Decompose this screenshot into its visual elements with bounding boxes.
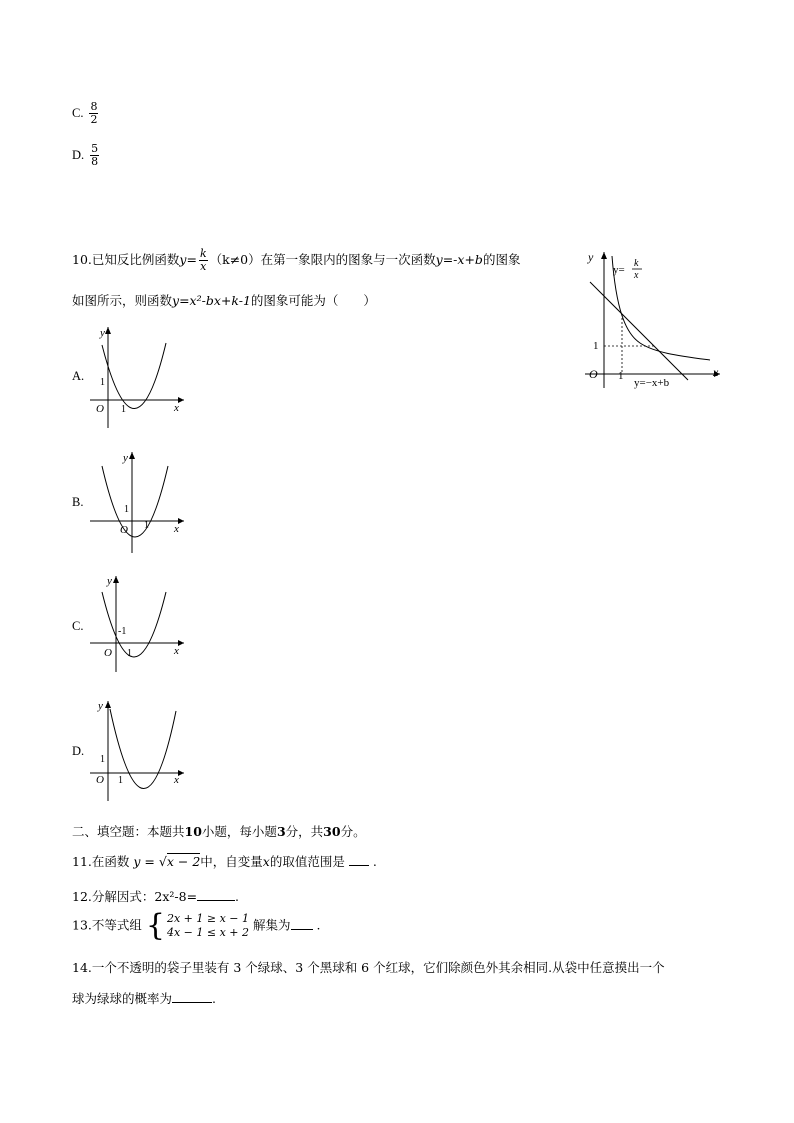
origin-label: O [96,403,104,415]
section-text: 二、填空题：本题共 [72,824,185,839]
line-label: y=−x+b [634,377,670,389]
q10-text: 如图所示，则函数 [72,293,173,308]
q14-line1 [72,958,665,976]
tick-label-x: 1 [127,648,132,659]
tick-label-x: 1 [144,520,149,531]
q11-text: 的取值范围是 [269,854,345,869]
option-a-graph[interactable] [88,323,188,431]
tick-label-y: 1 [124,504,129,515]
answer-blank[interactable] [197,888,235,901]
axis-label-x: x [174,523,179,535]
brace: { [145,908,165,943]
sqrt-sign: √ [158,854,167,869]
section-text: 分，共 [285,824,324,839]
answer-blank[interactable] [172,990,212,1003]
option-c-prev [72,101,100,126]
axis-label-y: y [123,452,128,464]
option-c-label: C. [72,619,84,633]
section-text: 分。 [340,824,366,839]
denominator: 2 [90,113,98,126]
axis-label-y: y [100,327,105,339]
y-axis-arrow [129,452,135,459]
denominator: 8 [91,155,99,168]
q10-text: （k≠0）在第一象限内的图象与一次函数 [209,252,436,267]
option-b-label: B. [72,495,84,509]
y-axis-arrow [105,701,111,708]
q10-text: 已知反比例函数 [91,252,180,267]
inequality-system [145,908,250,943]
tick-label-y: -1 [118,626,127,637]
answer-blank[interactable] [291,917,313,930]
option-d-prev [72,143,101,168]
q11 [72,852,377,870]
axis-label-y: y [107,575,112,587]
section-2-heading [72,822,366,840]
curve-label: y= [613,264,625,276]
q12 [72,887,239,905]
q10-line1 [72,248,520,273]
inequality-1: 2x + 1 ≥ x − 1 [166,912,250,925]
x-axis-arrow [178,518,184,524]
axis-label-x: x [174,774,179,786]
option-c-graph[interactable] [88,572,188,680]
origin-label: O [96,774,104,786]
y-axis-arrow [601,252,607,259]
q13 [72,908,321,943]
axis-label-y: y [588,250,594,264]
option-b-graph[interactable] [88,448,188,556]
numerator: 5 [91,142,99,155]
inequality-2: 4x − 1 ≤ x + 2 [166,926,250,939]
option-a-label: A. [72,369,85,383]
formula: y=-x+b [435,252,483,267]
tick-label-y: 1 [100,754,105,765]
q14-text: 球为绿球的概率为 [72,991,173,1006]
linear-line [590,282,688,380]
x-axis-arrow [178,770,184,776]
formula: y = [133,854,155,869]
radicand: x − 2 [166,854,201,869]
numerator: 8 [90,100,98,113]
axis-label-x: x [174,402,179,414]
origin-label: O [104,647,112,659]
section-text: 小题，每小题 [201,824,277,839]
fraction [89,101,98,126]
period: . [316,917,321,933]
inequality-rows [167,912,249,940]
q12-text: 12.分解因式：2x²-8= [72,889,198,904]
parabola [102,466,168,537]
period: . [235,889,240,904]
option-d-label: D. [72,744,85,758]
tick-label-y: 1 [593,340,599,352]
q13-text: 解集为 [253,917,291,933]
formula: y= [179,252,197,267]
hyperbola-curve [612,256,710,360]
y-axis-arrow [105,327,111,334]
y-axis-arrow [113,576,119,583]
period: . [372,854,377,869]
q14-text: 14.一个不透明的袋子里装有 3 个绿球、3 个黑球和 6 个红球，它们除颜色外其余相同.从袋中任意摸出一个 [72,960,665,975]
period: . [212,991,216,1006]
fraction [90,143,99,168]
section-number: 30 [323,824,341,839]
option-label: C. [72,106,84,120]
x-axis-arrow [178,397,184,403]
parabola [102,343,166,409]
q11-text: 11.在函数 [72,854,130,869]
option-label: D. [72,148,85,162]
answer-blank[interactable] [349,853,369,866]
option-d-graph[interactable] [88,697,188,805]
tick-label-y: 1 [100,377,105,388]
tick-label-x: 1 [121,404,126,415]
curve-label-num: k [634,258,639,269]
q10-text: 的图象可能为（ ） [250,293,376,308]
numerator: k [199,247,207,260]
variable: x [262,854,270,869]
fraction [199,248,208,273]
axis-label-x: x [713,365,719,379]
q10-line2 [72,291,376,309]
tick-label-x: 1 [618,370,624,382]
axis-label-y: y [98,700,103,712]
curve-label-den: x [634,270,639,281]
q13-text: 13.不等式组 [72,917,142,933]
question-number: 10. [72,252,92,267]
tick-label-x: 1 [118,775,123,786]
x-axis-arrow [178,640,184,646]
axis-label-x: x [174,645,179,657]
origin-label: O [120,524,128,536]
formula: y=x²-bx+k-1 [172,293,251,308]
q10-text: 的图象 [482,252,521,267]
section-number: 3 [276,824,286,839]
origin-label: O [589,367,598,381]
section-number: 10 [184,824,202,839]
q10-figure [580,248,730,398]
denominator: x [200,260,207,273]
q11-text: 中，自变量 [200,854,263,869]
q14-line2 [72,989,216,1007]
